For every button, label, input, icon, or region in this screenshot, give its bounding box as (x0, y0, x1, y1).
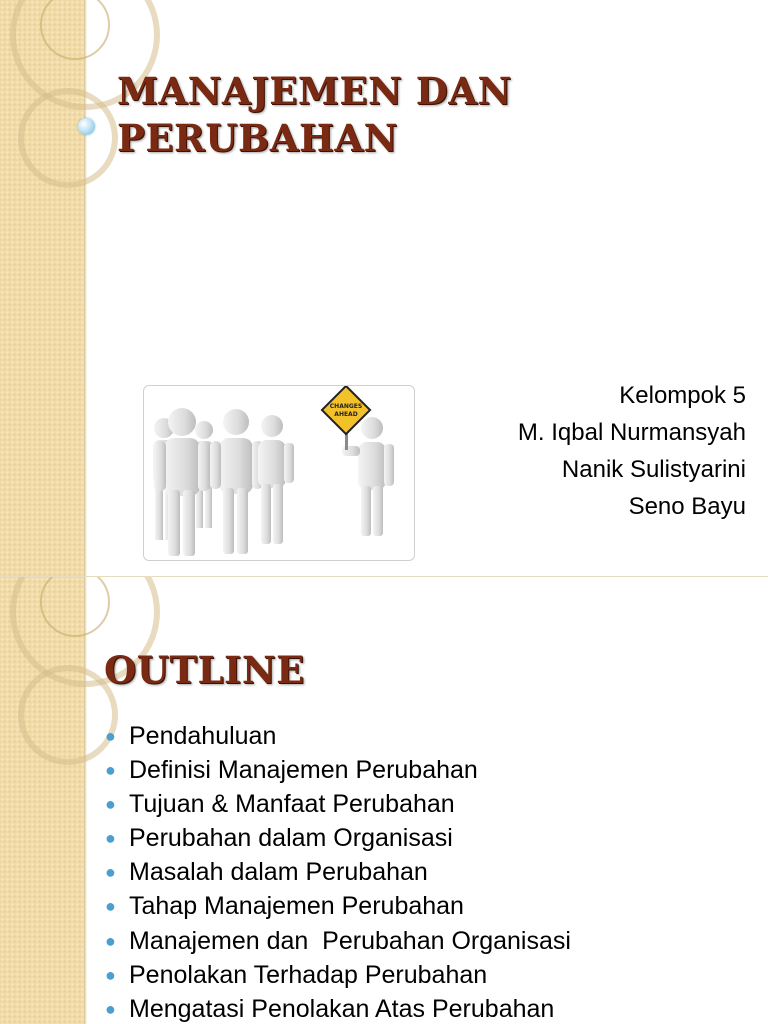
bullet-icon: ● (105, 726, 116, 746)
author-name: Seno Bayu (628, 493, 746, 520)
list-item-text: Pendahuluan (129, 722, 277, 750)
decorative-ring (18, 88, 118, 188)
list-item-text: Tujuan & Manfaat Perubahan (129, 790, 455, 819)
title-line-2: PERUBAHAN (117, 116, 399, 160)
bullet-icon: ● (105, 760, 116, 781)
bullet-icon: ● (105, 998, 116, 1019)
list-item-text: Tahap Manajemen Perubahan (129, 892, 464, 921)
author-name: Nanik Sulistyarini (561, 456, 746, 483)
list-item-text: Manajemen dan Perubahan Organisasi (129, 926, 571, 955)
author-list (518, 377, 746, 525)
list-item (105, 753, 571, 787)
list-item (105, 889, 571, 923)
presentation-title (117, 68, 512, 162)
outline-slide (0, 576, 768, 1024)
sign-text-line-1: CHANGES (329, 403, 363, 410)
bullet-icon: ● (105, 828, 116, 849)
list-item (105, 958, 571, 992)
list-item-text: Penolakan Terhadap Perubahan (129, 960, 488, 989)
list-item-text: Perubahan dalam Organisasi (129, 824, 453, 853)
bullet-icon: ● (105, 964, 116, 985)
bullet-icon: ● (105, 794, 116, 815)
bullet-icon: ● (105, 930, 116, 951)
list-item-text: Mengatasi Penolakan Atas Perubahan (129, 994, 555, 1023)
title-line-1: MANAJEMEN DAN (117, 69, 512, 113)
list-item-text: Definisi Manajemen Perubahan (129, 756, 478, 785)
changes-ahead-figures-icon (144, 386, 414, 560)
list-item (105, 924, 571, 958)
group-name: Kelompok 5 (619, 382, 746, 409)
sign-text-line-2: AHEAD (334, 411, 358, 418)
list-item (105, 787, 571, 821)
decorative-ring (18, 665, 118, 765)
list-item-text: Masalah dalam Perubahan (129, 858, 428, 887)
decorative-bubble (78, 118, 95, 135)
change-illustration (143, 385, 415, 561)
list-item (105, 992, 571, 1024)
list-item (105, 821, 571, 855)
bullet-icon: ● (105, 862, 116, 883)
list-item (105, 855, 571, 889)
author-name: M. Iqbal Nurmansyah (517, 419, 746, 446)
list-item (105, 719, 571, 753)
outline-list (105, 719, 571, 1024)
bullet-icon: ● (105, 896, 116, 917)
outline-heading: OUTLINE (104, 648, 305, 692)
